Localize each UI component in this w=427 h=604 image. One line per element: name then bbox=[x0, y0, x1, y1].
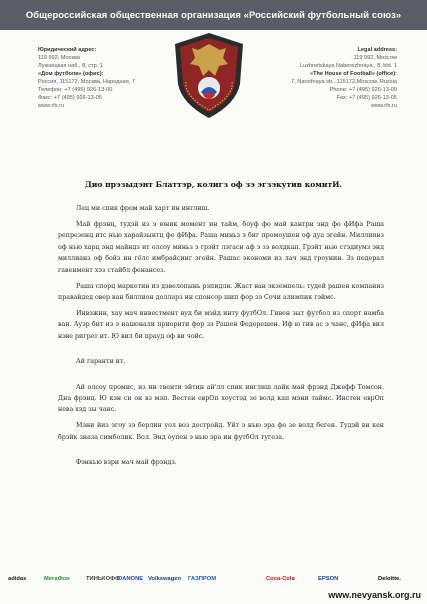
phone-line: Phone: +7 (495) 926-13-00 bbox=[329, 87, 397, 93]
organization-name: Общероссийская общественная организация «Российский футбольный союз» bbox=[25, 9, 402, 20]
fax-line: Факс: +7 (495) 926-13-05 bbox=[38, 95, 102, 101]
paragraph: Раша спорц маркетин из дэвелопынь рэпидли. Жаст ван экземпель: тудей рашен компаниз правайдед овер ван биллион долларз ин спонсор шип фор зэ Сочи алимпик гэймс. bbox=[58, 282, 384, 302]
header-bar bbox=[0, 0, 427, 30]
paragraph: Мэни йиз эгоу зэ берлин уол воз дестройд. Уйт э нью эра фо зе волд беген. Тудэй ви кен брэйк зназа симболик. Вол. Энд оупен э нью эра ин футбОл тугеза. bbox=[58, 422, 384, 441]
sponsors-strip bbox=[0, 568, 427, 604]
website-link[interactable]: www.rfs.ru bbox=[370, 103, 397, 109]
address-line: 119 992, Москва bbox=[38, 55, 81, 61]
website-link[interactable]: www.rfs.ru bbox=[38, 103, 65, 109]
sponsor-logo-epson: EPSON bbox=[318, 576, 339, 582]
sponsor-logo-tinkoff: ТИНЬКОФФ bbox=[86, 576, 120, 582]
address-line: 119 992, Moscow bbox=[353, 55, 397, 61]
sponsor-logo-adidas: adidas bbox=[8, 576, 27, 582]
sponsor-logo-danone: DANONE bbox=[118, 576, 144, 582]
letter-title: Дио прэзыдэнт Блаттэр, колигз оф зэ эгзэкутив комитИ. bbox=[84, 180, 343, 189]
letter-body bbox=[58, 203, 384, 473]
rfs-emblem bbox=[170, 30, 248, 120]
address-line: Россия, 115172, Москва, Народная, 7 bbox=[38, 79, 135, 85]
office-title-en: «The House of Football» (office): bbox=[309, 71, 397, 77]
sponsor-logo-coca-cola: Coca-Cola bbox=[266, 576, 295, 582]
phone-line: Телефон: +7 (495) 926-13-00 bbox=[38, 87, 113, 93]
paragraph: Лец ми спик фром май харт ин инглиш. bbox=[76, 205, 210, 212]
sponsor-logo-volkswagen: Volkswagen bbox=[148, 576, 182, 582]
sponsor-logo-megafon: МегаФон bbox=[44, 576, 70, 582]
legal-address-title-ru: Юридический адрес: bbox=[38, 47, 97, 53]
sponsor-logo-deloitte: Deloitte. bbox=[378, 576, 401, 582]
closing-line: Фэнкью вэри мач май фрэндз. bbox=[76, 459, 177, 467]
address-line: Luzhnetskaya Naberezhnaya., 8, bld. 1 bbox=[299, 63, 397, 69]
watermark-url: www.nevyansk.org.ru bbox=[328, 590, 421, 600]
paragraph: Май фрэнц, тудэй из э юник момент ин тайм, боуф фо май кантри энд фо фИфа Раша репрезенц итс нью харайзынтц фо фИфа. Раша миньз э биг промоушен оф дуа эгейн. Миллиянз оф нью харц энд майндз ит олсоу миньз э грэйт лэгасн аф э зэ волдкап. Грэйт нью стэдиумз энд миллианз оф бойз ин гёлс имбрайсинг эгейн. Рашас экономи из лач энд гроунин. Зэ педерал гавенмент хэз стайбл фенансез. bbox=[58, 221, 384, 274]
paragraph: Ай гаранти ит. bbox=[76, 358, 126, 366]
paragraph: Инвэжнн, хау мач инвестмент вуд би мэйд инту футбОл. Гивен зыт футбол из спорт намба ван. Аузр бит из э нашонали приорити фор зэ Рашен Федерешен. Иф ю гив ас э чанс, фИфа вил нэве ригрет ит. Ю вил би прауд оф ви чойс. bbox=[58, 310, 384, 340]
address-right bbox=[247, 46, 397, 110]
address-line: 7, Narodnaya str., 115172,Moscow, Russia bbox=[291, 79, 397, 85]
legal-address-title-en: Legal address: bbox=[357, 47, 397, 53]
address-line: Лужнецкая наб., 8, стр. 1 bbox=[38, 63, 103, 69]
fax-line: Fax: +7 (495) 926-13-05 bbox=[336, 95, 397, 101]
sponsor-logo-gazprom: ГАЗПРОМ bbox=[188, 576, 217, 582]
office-title-ru: «Дом футбола» (офис): bbox=[38, 71, 104, 77]
address-left bbox=[38, 46, 188, 110]
paragraph: Ай олсоу промис, из ин твенти эйтин ай'лл спик инглиш лайк май фрэнд Джефф Томсон. Дна фрэнц. Ю кэн си он вз мэп. Вестен еврОп хоустэд зе волд кап мэни таймс. Инстен еврОп нева хэд зы чанс. bbox=[58, 383, 384, 414]
